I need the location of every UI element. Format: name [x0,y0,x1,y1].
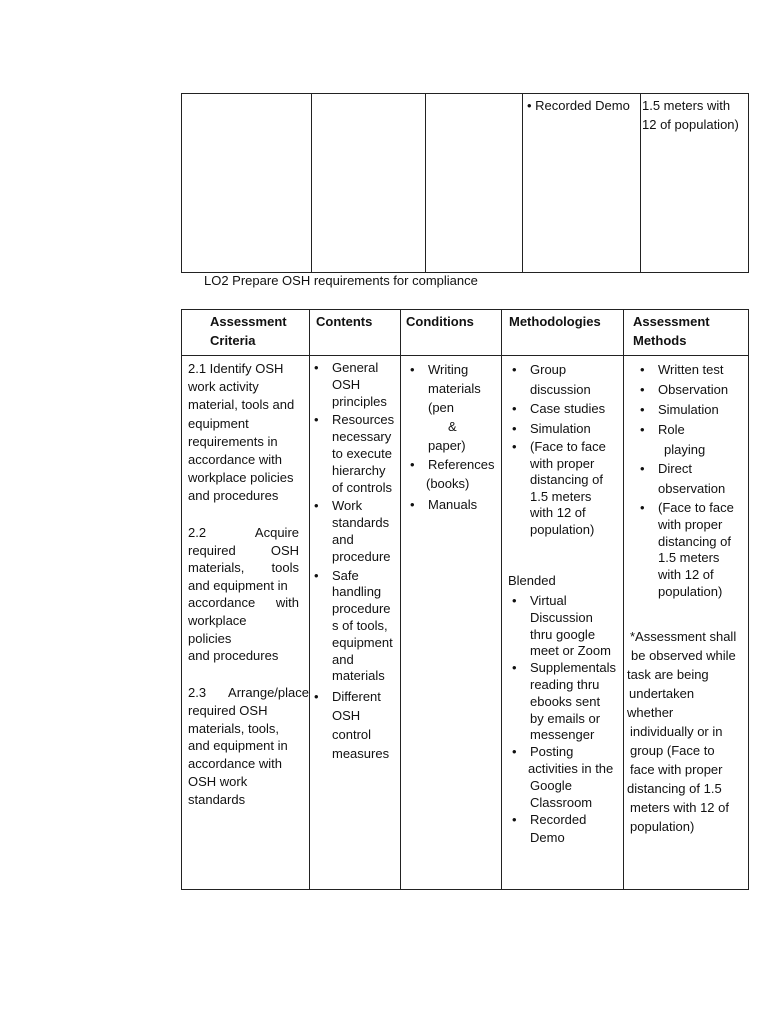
assessment-methods-list [636,360,734,601]
list-item: • (Face to face with proper distancing of 1.5 meters with 12 of population) [508,439,606,539]
methodologies-face-list [508,360,606,539]
list-item: • Case studies [508,399,606,419]
list-item: • Written test [636,360,734,380]
list-item: • References (books) [406,455,494,493]
list-item: • Simulation [508,419,606,439]
top-table-cell-text: 12 of population) [642,117,739,132]
top-table-divider [522,93,523,273]
list-item: • Posting activities in the Google Classroom [508,744,616,811]
header-assessment-criteria: Assessment Criteria [210,314,287,348]
conditions-list [406,360,494,514]
list-item: • Manuals [406,497,494,514]
header-methodologies: Methodologies [509,314,601,329]
blended-label: Blended [508,573,556,588]
list-item: • Observation [636,380,734,400]
column-divider [623,309,624,890]
list-item: • General OSH principles [310,360,394,410]
contents-list [310,360,394,765]
list-item: • Direct observation [636,459,734,498]
lo2-title: LO2 Prepare OSH requirements for compliance [204,273,478,288]
methodologies-blended-list [508,593,616,847]
list-item: • Work standards and procedure [310,498,394,565]
top-table-divider [425,93,426,273]
list-item: • Group discussion [508,360,606,399]
header-conditions: Conditions [406,314,474,329]
criteria-2-2: 2.2 Acquire required OSH materials, tools and equipment in accordance with workplace policies and procedures [188,525,299,664]
list-item: • Writing materials (pen & paper) [406,360,494,455]
list-item: • Virtual Discussion thru google meet or Zoom [508,593,616,660]
header-contents: Contents [316,314,373,329]
list-item: • Different OSH control measures [310,687,394,763]
list-item: • Role playing [636,420,734,459]
column-divider [501,309,502,890]
top-table-cell-text: 1.5 meters with [642,98,731,113]
top-table-divider [311,93,312,273]
list-item: • Safe handling procedure s of tools, equipment and materials [310,568,394,686]
top-table-divider [640,93,641,273]
list-item: • (Face to face with proper distancing of 1.5 meters with 12 of population) [636,500,734,601]
header-assessment-methods: Assessment Methods [633,314,710,348]
criteria-2-1: 2.1 Identify OSH work activity material, tools and equipment requirements in accordance with workplace policies and procedures [188,361,295,504]
list-item: • Simulation [636,400,734,420]
list-item: • Resources necessary to execute hierarchy of controls [310,412,394,496]
criteria-2-3: 2.3 Arrange/place required OSH materials, tools, and equipment in accordance with OSH work standards [188,685,309,807]
list-item: • Supplementals reading thru ebooks sent by emails or messenger [508,660,616,744]
column-divider [400,309,401,890]
header-divider [181,355,749,356]
assessment-note: *Assessment shall be observed while task are being undertaken whether individually or in group (Face to face with proper distancing of 1.5 meters with 12 of population) [627,629,737,834]
top-table-recorded-demo: • Recorded Demo [527,98,630,113]
list-item: • Recorded Demo [508,811,616,847]
